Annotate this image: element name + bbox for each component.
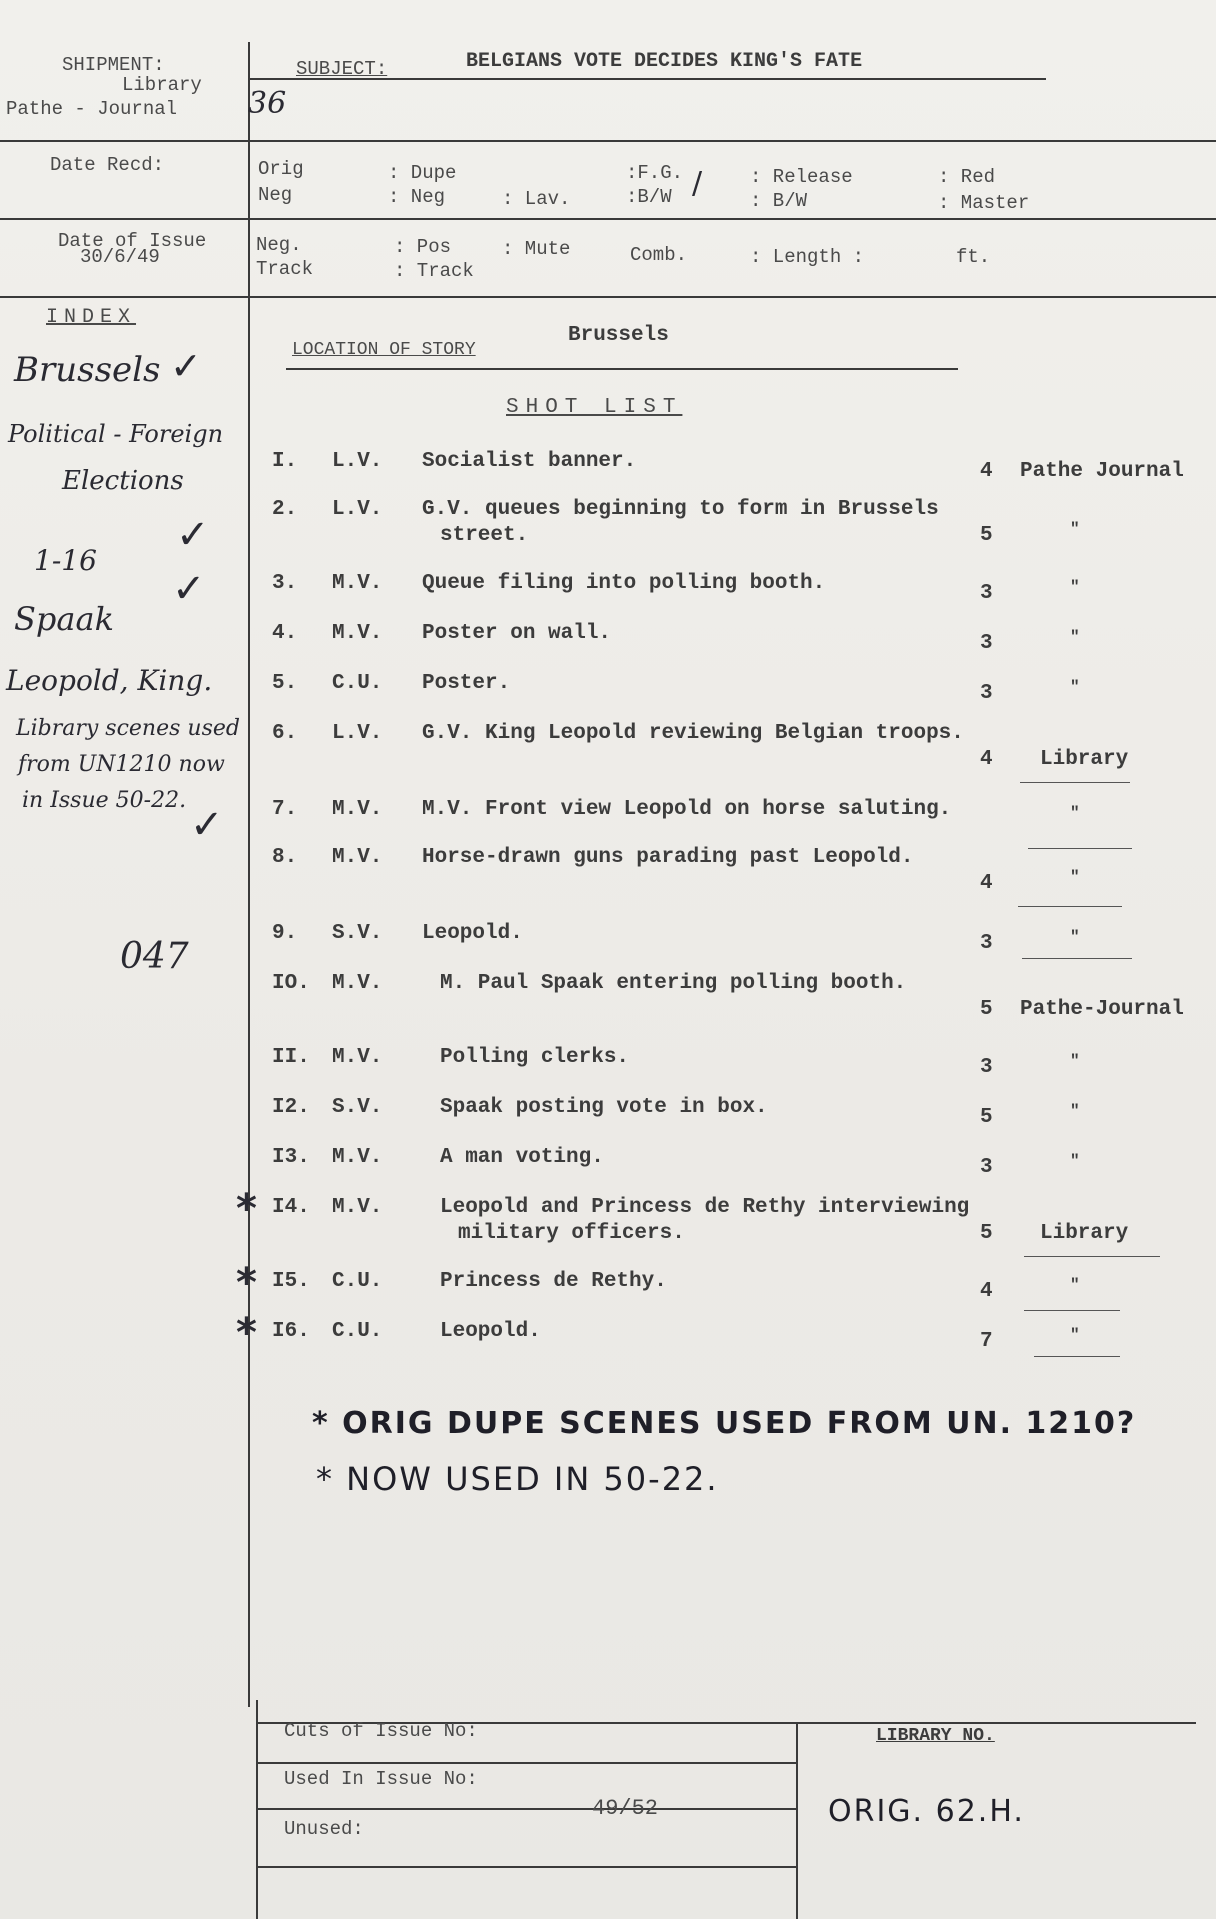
shot-length: 5 bbox=[980, 1222, 993, 1245]
shot-length: 4 bbox=[980, 748, 993, 771]
note-line-2: * NOW USED IN 50-22. bbox=[316, 1460, 719, 1498]
shipment-value-pathe: Pathe - Journal bbox=[6, 98, 178, 120]
field-orig-neg-1: Orig bbox=[258, 158, 304, 180]
field-red-1: : Red bbox=[938, 166, 996, 188]
field-neg-track-2: Track bbox=[256, 258, 314, 280]
shot-source: " bbox=[1070, 1326, 1080, 1344]
shot-description: A man voting. bbox=[440, 1146, 604, 1169]
shot-source: Library bbox=[1040, 1222, 1129, 1245]
header-rule-3 bbox=[0, 296, 1216, 298]
shot-description-cont: military officers. bbox=[458, 1222, 685, 1245]
shot-number: I3. bbox=[272, 1146, 310, 1169]
location-label: LOCATION OF STORY bbox=[292, 340, 476, 360]
shot-code: M.V. bbox=[332, 798, 383, 821]
field-fg-check: / bbox=[692, 166, 703, 201]
shot-source: " bbox=[1070, 1276, 1080, 1294]
shot-description: Poster on wall. bbox=[422, 622, 612, 645]
field-dupe-neg-1: : Dupe bbox=[388, 162, 457, 184]
shot-length: 4 bbox=[980, 1280, 993, 1303]
shot-number: 5. bbox=[272, 672, 298, 695]
field-fg-1: :F.G. bbox=[626, 162, 684, 184]
index-entry-brussels: Brussels bbox=[14, 350, 161, 390]
date-of-issue-value: 30/6/49 bbox=[80, 246, 160, 268]
index-entry-range: 1-16 bbox=[34, 544, 97, 577]
shot-description: Princess de Rethy. bbox=[440, 1270, 667, 1293]
shot-source: " bbox=[1070, 578, 1080, 596]
shot-description: Polling clerks. bbox=[440, 1046, 630, 1069]
index-entry-library-2: from UN1210 now bbox=[18, 752, 225, 777]
index-check-4: ✓ bbox=[190, 802, 224, 848]
shot-code: C.U. bbox=[332, 672, 383, 695]
src-underline-6 bbox=[1020, 782, 1130, 783]
shot-length: 4 bbox=[980, 872, 993, 895]
src-underline-9 bbox=[1022, 958, 1132, 959]
shot-source: " bbox=[1070, 928, 1080, 946]
shot-code: M.V. bbox=[332, 1046, 383, 1069]
src-underline-15 bbox=[1024, 1310, 1120, 1311]
date-recd-label: Date Recd: bbox=[50, 154, 165, 176]
shot-code: M.V. bbox=[332, 846, 383, 869]
shot-source: Library bbox=[1040, 748, 1129, 771]
shot-number: 3. bbox=[272, 572, 298, 595]
shot-code: M.V. bbox=[332, 1196, 383, 1219]
footer-rule-2 bbox=[256, 1762, 796, 1764]
shot-code: L.V. bbox=[332, 450, 383, 473]
shipment-label: SHIPMENT: bbox=[62, 54, 165, 76]
src-underline-16 bbox=[1034, 1356, 1120, 1357]
shot-star-icon: * bbox=[236, 1260, 257, 1306]
shot-description-cont: street. bbox=[440, 524, 529, 547]
field-pos-track-2: : Track bbox=[394, 260, 474, 282]
handwritten-number: 36 bbox=[248, 86, 287, 121]
header-rule-2 bbox=[0, 218, 1216, 220]
shot-code: M.V. bbox=[332, 1146, 383, 1169]
location-value: Brussels bbox=[568, 324, 669, 347]
field-length: : Length : bbox=[750, 246, 865, 268]
shot-length: 3 bbox=[980, 682, 993, 705]
field-comb: Comb. bbox=[630, 244, 688, 266]
shot-list-title: SHOT LIST bbox=[506, 396, 683, 419]
shot-length: 5 bbox=[980, 998, 993, 1021]
date-of-issue-label: Date of Issue bbox=[58, 230, 207, 252]
shot-description: G.V. King Leopold reviewing Belgian troops. bbox=[422, 722, 964, 745]
shot-source: " bbox=[1070, 678, 1080, 696]
shot-code: C.U. bbox=[332, 1320, 383, 1343]
index-entry-library-3: in Issue 50-22. bbox=[22, 788, 187, 813]
src-underline-8a bbox=[1028, 848, 1132, 849]
shot-source: " bbox=[1070, 1152, 1080, 1170]
shot-code: C.U. bbox=[332, 1270, 383, 1293]
index-check-2: ✓ bbox=[176, 512, 210, 558]
shot-source: " bbox=[1070, 804, 1080, 822]
shot-source: " bbox=[1070, 1052, 1080, 1070]
index-entry-political: Political - Foreign bbox=[8, 420, 224, 448]
field-neg-track-1: Neg. bbox=[256, 234, 302, 256]
footer-cuts-label: Cuts of Issue No: bbox=[284, 1720, 478, 1742]
shot-description: Socialist banner. bbox=[422, 450, 637, 473]
shot-description: Queue filing into polling booth. bbox=[422, 572, 826, 595]
field-fg-2: :B/W bbox=[626, 186, 672, 208]
shot-length: 7 bbox=[980, 1330, 993, 1353]
vertical-rule-main bbox=[248, 42, 250, 1707]
src-underline-14 bbox=[1024, 1256, 1160, 1257]
footer-used-value: 49/52 bbox=[592, 1796, 659, 1821]
footer-library-label: LIBRARY NO. bbox=[876, 1726, 995, 1746]
field-ft: ft. bbox=[956, 246, 991, 268]
shot-number: I4. bbox=[272, 1196, 310, 1219]
shot-length: 3 bbox=[980, 932, 993, 955]
shot-length: 5 bbox=[980, 524, 993, 547]
footer-used-label: Used In Issue No: bbox=[284, 1768, 478, 1790]
shot-number: 9. bbox=[272, 922, 298, 945]
shot-description: Spaak posting vote in box. bbox=[440, 1096, 768, 1119]
shot-number: 7. bbox=[272, 798, 298, 821]
shot-number: II. bbox=[272, 1046, 310, 1069]
shot-description: Leopold. bbox=[422, 922, 523, 945]
index-check-1: ✓ bbox=[170, 344, 202, 388]
index-entry-library-1: Library scenes used bbox=[16, 716, 240, 741]
shot-number: I. bbox=[272, 450, 298, 473]
shot-code: M.V. bbox=[332, 572, 383, 595]
subject-label: SUBJECT: bbox=[296, 58, 388, 80]
shot-number: I2. bbox=[272, 1096, 310, 1119]
field-red-2: : Master bbox=[938, 192, 1030, 214]
shot-source: Pathe Journal bbox=[1020, 460, 1184, 483]
shot-number: I6. bbox=[272, 1320, 310, 1343]
shipment-value-library: Library bbox=[122, 74, 202, 96]
shot-code: L.V. bbox=[332, 722, 383, 745]
shot-code: S.V. bbox=[332, 922, 383, 945]
src-underline-8b bbox=[1018, 906, 1122, 907]
shot-description: Leopold and Princess de Rethy interviewing bbox=[440, 1196, 970, 1219]
index-entry-leopold: Leopold, King. bbox=[6, 664, 213, 697]
shot-source: " bbox=[1070, 868, 1080, 886]
shot-number: IO. bbox=[272, 972, 310, 995]
index-entry-code: 047 bbox=[120, 936, 189, 977]
footer-rule-3 bbox=[256, 1808, 796, 1810]
shot-description: Leopold. bbox=[440, 1320, 541, 1343]
field-release-2: : B/W bbox=[750, 190, 808, 212]
field-lav: : Lav. bbox=[502, 188, 571, 210]
field-release-1: : Release bbox=[750, 166, 853, 188]
shot-length: 3 bbox=[980, 1056, 993, 1079]
field-dupe-neg-2: : Neg bbox=[388, 186, 446, 208]
shot-star-icon: * bbox=[236, 1186, 257, 1232]
footer-library-value: ORIG. 62.H. bbox=[828, 1794, 1025, 1829]
shot-length: 5 bbox=[980, 1106, 993, 1129]
shot-length: 3 bbox=[980, 632, 993, 655]
shot-number: 2. bbox=[272, 498, 298, 521]
shot-description: Poster. bbox=[422, 672, 511, 695]
field-mute: : Mute bbox=[502, 238, 571, 260]
shot-source: " bbox=[1070, 520, 1080, 538]
shot-length: 4 bbox=[980, 460, 993, 483]
shot-code: M.V. bbox=[332, 622, 383, 645]
shot-source: Pathe-Journal bbox=[1020, 998, 1184, 1021]
shot-description: Horse-drawn guns parading past Leopold. bbox=[422, 846, 914, 869]
shot-description: M.V. Front view Leopold on horse saluting. bbox=[422, 798, 952, 821]
shot-code: M.V. bbox=[332, 972, 383, 995]
shot-number: 8. bbox=[272, 846, 298, 869]
shot-source: " bbox=[1070, 628, 1080, 646]
shot-star-icon: * bbox=[236, 1310, 257, 1356]
index-entry-spaak: Spaak bbox=[14, 600, 114, 638]
subject-value: BELGIANS VOTE DECIDES KING'S FATE bbox=[466, 50, 863, 73]
shot-code: S.V. bbox=[332, 1096, 383, 1119]
location-rule bbox=[286, 368, 958, 370]
shot-length: 3 bbox=[980, 1156, 993, 1179]
shot-length: 3 bbox=[980, 582, 993, 605]
index-title: INDEX bbox=[46, 306, 137, 329]
shot-description: G.V. queues beginning to form in Brussels bbox=[422, 498, 939, 521]
shot-number: 6. bbox=[272, 722, 298, 745]
shot-source: " bbox=[1070, 1102, 1080, 1120]
shot-number: I5. bbox=[272, 1270, 310, 1293]
shot-description: M. Paul Spaak entering polling booth. bbox=[440, 972, 907, 995]
header-rule-1 bbox=[0, 140, 1216, 142]
index-entry-elections: Elections bbox=[62, 466, 184, 496]
footer-unused-label: Unused: bbox=[284, 1818, 364, 1840]
index-check-3: ✓ bbox=[172, 566, 206, 612]
shot-number: 4. bbox=[272, 622, 298, 645]
footer-vertical bbox=[796, 1722, 798, 1919]
field-pos-track-1: : Pos bbox=[394, 236, 452, 258]
note-line-1: * ORIG DUPE SCENES USED FROM UN. 1210? bbox=[312, 1406, 1137, 1441]
footer-rule-4 bbox=[256, 1866, 796, 1868]
shot-code: L.V. bbox=[332, 498, 383, 521]
field-orig-neg-2: Neg bbox=[258, 184, 293, 206]
